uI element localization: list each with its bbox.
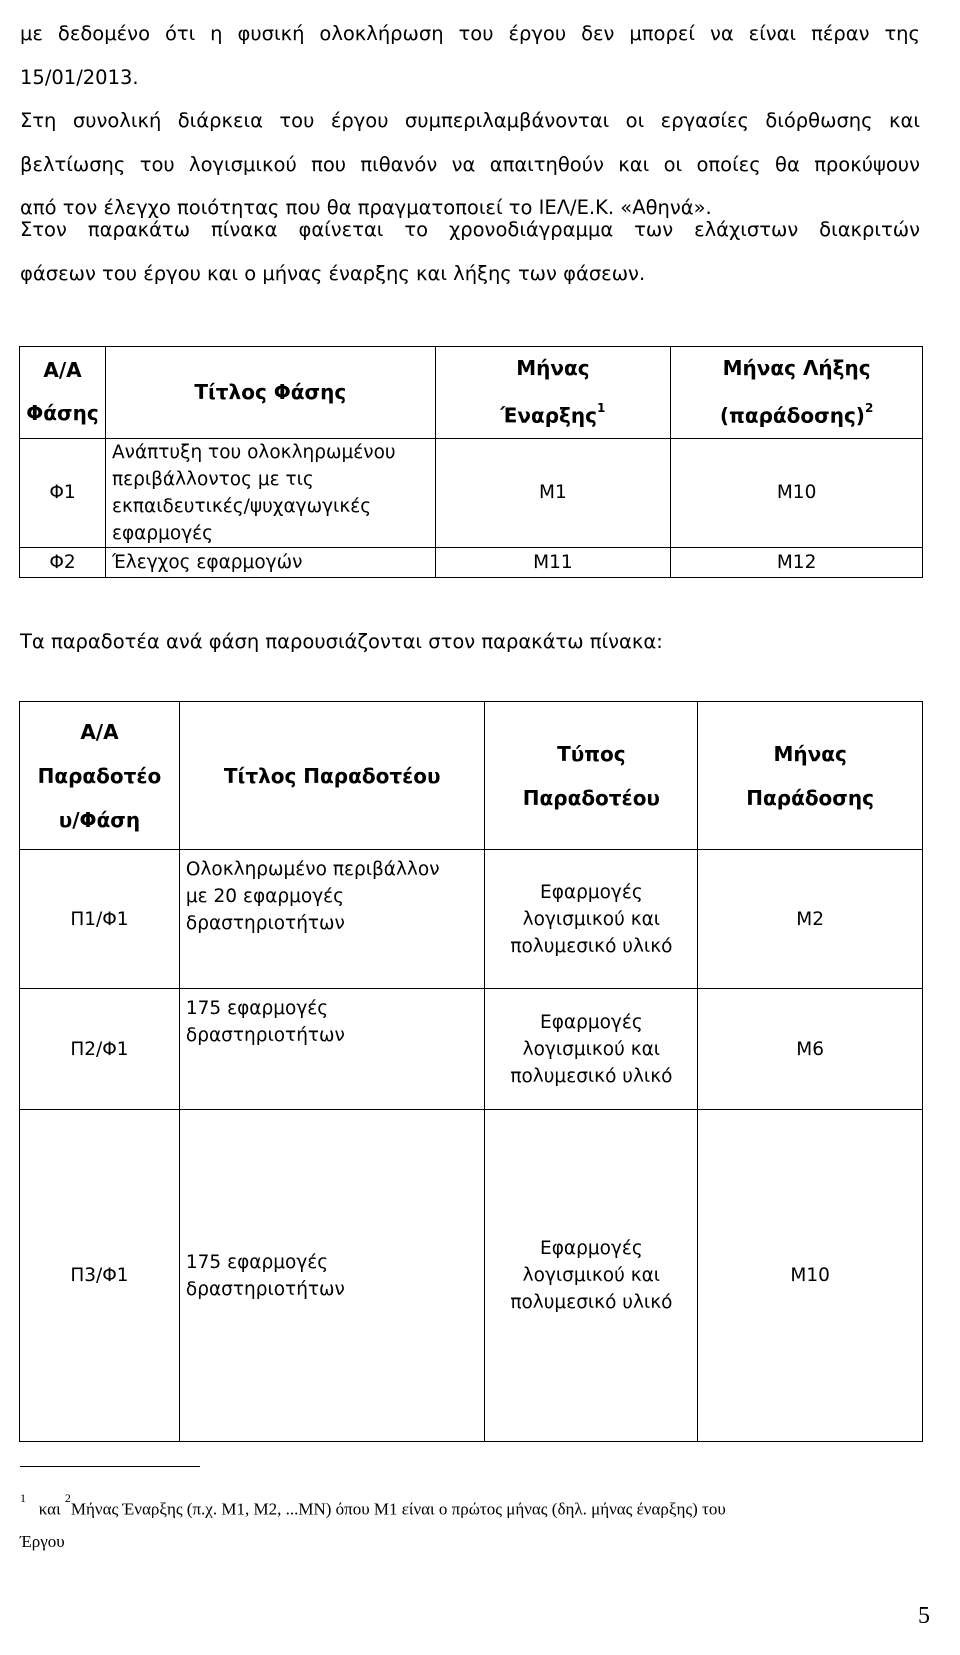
cell-line: πολυμεσικό υλικό — [510, 935, 673, 957]
intro-line: Στη συνολική διάρκεια του έργου συμπεριλαμβάνονται οι εργασίες διόρθωσης και — [20, 109, 920, 132]
table-row — [20, 989, 923, 1110]
header-text: Μήνας — [773, 741, 847, 766]
deliverable-month: Μ6 — [698, 989, 923, 1110]
phase-id: Φ1 — [20, 438, 106, 547]
footnote-marker: 1 — [20, 1491, 26, 1505]
footnote-conjunction: και — [38, 1499, 61, 1519]
intro-paragraph-1 — [20, 12, 920, 99]
cell-line: δραστηριοτήτων — [185, 1278, 345, 1300]
cell-line: Ανάπτυξη του ολοκληρωμένου — [111, 441, 396, 463]
cell-line: περιβάλλοντος με τις — [111, 468, 314, 490]
intro-line: με δεδομένο ότι η φυσική ολοκλήρωση του έργου δεν μπορεί να είναι πέραν της — [20, 22, 920, 45]
header-text: Μήνας Λήξης — [722, 356, 871, 380]
intro-line: φάσεων του έργου και ο μήνας έναρξης και λήξης των φάσεων. — [20, 261, 646, 285]
deliverable-aa-header — [20, 702, 180, 850]
phase-start: Μ11 — [435, 547, 671, 577]
footnote-separator — [20, 1466, 200, 1467]
cell-line: λογισμικού και — [522, 1265, 661, 1286]
table-row — [20, 547, 923, 577]
phase-id: Φ2 — [20, 547, 106, 577]
phase-title-header: Τίτλος Φάσης — [105, 347, 435, 439]
deliverable-month: Μ2 — [698, 850, 923, 989]
phase-title: Έλεγχος εφαρμογών — [105, 547, 435, 577]
phase-end-header — [671, 347, 923, 439]
header-text: Α/Α — [80, 719, 119, 744]
cell-line: 175 εφαρμογές — [185, 1251, 329, 1273]
phases-header-row — [20, 347, 923, 439]
header-text: υ/Φάση — [58, 807, 141, 832]
footnote-ref: 2 — [864, 401, 874, 415]
phase-title — [105, 438, 435, 547]
table-row — [20, 438, 923, 547]
header-text: Μήνας — [516, 356, 590, 380]
cell-line: Εφαρμογές — [540, 1011, 643, 1033]
deliverables-caption: Τα παραδοτέα ανά φάση παρουσιάζονται στον παρακάτω πίνακα: — [20, 630, 663, 653]
cell-line: Εφαρμογές — [540, 881, 643, 903]
deliverable-type — [485, 1110, 698, 1442]
deliverable-type — [485, 989, 698, 1110]
cell-line: Ολοκληρωμένο περιβάλλον — [185, 859, 440, 880]
header-text: Τύπος — [557, 741, 626, 766]
footnote-text: Έργου — [20, 1531, 65, 1551]
deliverable-type — [485, 850, 698, 989]
deliverable-month: Μ10 — [698, 1110, 923, 1442]
cell-line: δραστηριοτήτων — [185, 913, 345, 934]
intro-line: από τον έλεγχο ποιότητας που θα πραγματοποιεί το ΙΕΛ/Ε.Κ. «Αθηνά». — [20, 196, 712, 219]
phase-start: Μ1 — [435, 438, 671, 547]
header-text: Φάσης — [26, 401, 99, 426]
cell-line: λογισμικού και — [522, 1038, 661, 1060]
table-row — [20, 1110, 923, 1442]
cell-line: Εφαρμογές — [540, 1238, 643, 1259]
deliverable-id: Π3/Φ1 — [20, 1110, 180, 1442]
deliverable-title — [179, 850, 485, 989]
deliverable-title — [179, 989, 485, 1110]
phase-start-header — [435, 347, 671, 439]
deliverable-type-header — [485, 702, 698, 850]
header-text: Παραδοτέου — [522, 785, 660, 810]
deliverable-title-header: Τίτλος Παραδοτέου — [179, 702, 485, 850]
deliverable-id: Π2/Φ1 — [20, 989, 180, 1110]
cell-line: δραστηριοτήτων — [185, 1025, 345, 1046]
phases-table — [19, 346, 923, 578]
deliverable-title — [179, 1110, 485, 1442]
phase-end: Μ12 — [671, 547, 923, 577]
cell-line: 175 εφαρμογές — [185, 998, 329, 1019]
footnote — [20, 1488, 925, 1558]
footnote-text: Μήνας Έναρξης (π.χ. Μ1, Μ2, ...ΜΝ) όπου Μ1 είναι ο πρώτος μήνας (δηλ. μήνας έναρξης) του — [70, 1499, 726, 1519]
intro-paragraph-3 — [20, 208, 920, 295]
intro-line: 15/01/2013. — [20, 65, 139, 89]
deliverable-id: Π1/Φ1 — [20, 850, 180, 989]
footnote-ref: 1 — [596, 401, 606, 415]
cell-line: με 20 εφαρμογές — [185, 886, 344, 907]
intro-line: Στον παρακάτω πίνακα φαίνεται το χρονοδιάγραμμα των ελάχιστων διακριτών — [20, 218, 920, 241]
table-row — [20, 850, 923, 989]
deliverable-month-header — [698, 702, 923, 850]
deliverables-header-row — [20, 702, 923, 850]
header-text: (παράδοσης) — [719, 403, 865, 428]
page-number: 5 — [918, 1603, 930, 1629]
footnote-marker: 2 — [64, 1491, 71, 1505]
phase-aa-header — [20, 347, 106, 439]
header-text: Παραδοτέο — [37, 763, 162, 788]
cell-line: πολυμεσικό υλικό — [510, 1065, 673, 1087]
cell-line: λογισμικού και — [522, 908, 661, 930]
deliverables-table — [19, 701, 923, 1442]
phase-end: Μ10 — [671, 438, 923, 547]
cell-line: εφαρμογές — [111, 522, 214, 544]
cell-line: πολυμεσικό υλικό — [510, 1292, 673, 1313]
cell-line: εκπαιδευτικές/ψυχαγωγικές — [111, 495, 372, 517]
header-text: Έναρξης — [500, 403, 597, 428]
header-text: Α/Α — [43, 358, 82, 383]
intro-line: βελτίωσης του λογισμικού που πιθανόν να απαιτηθούν και οι οποίες θα προκύψουν — [20, 152, 920, 176]
header-text: Παράδοσης — [746, 785, 874, 810]
